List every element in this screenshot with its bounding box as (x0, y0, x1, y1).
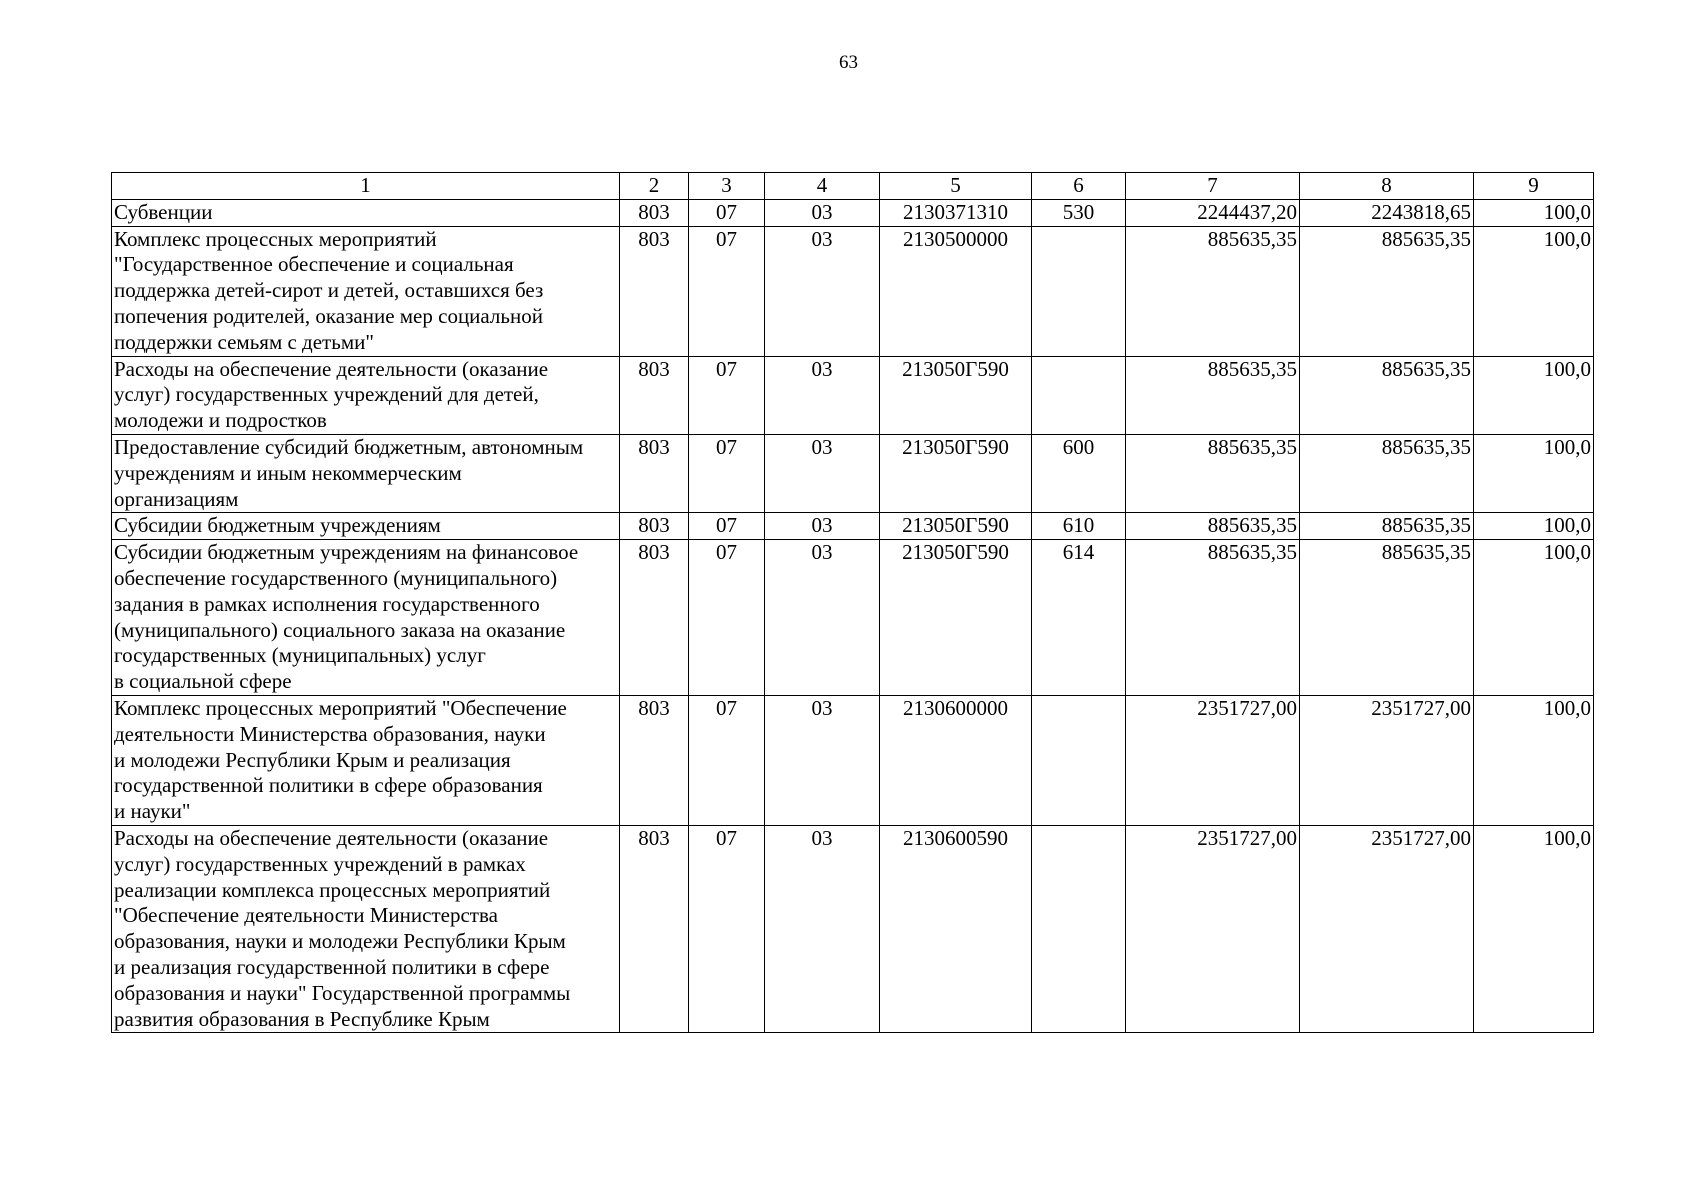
subsection-code: 03 (765, 226, 880, 356)
target-article-code: 2130500000 (880, 226, 1032, 356)
table-row (112, 825, 1594, 1032)
section-code: 07 (689, 695, 765, 825)
grbs-code: 803 (620, 434, 689, 512)
row-description: Комплекс процессных мероприятий "Обеспечение деятельности Министерства образования, науки и молодежи Республики Крым и реализация государственной политики в сфере образования и науки" (112, 695, 620, 825)
row-description: Субсидии бюджетным учреждениям (112, 513, 620, 540)
row-description: Субсидии бюджетным учреждениям на финансовое обеспечение государственного (муниципального) задания в рамках исполнения государственного (муниципального) социального заказа на оказание государственных (муниципальных) услуг в социальной сфере (112, 540, 620, 696)
grbs-code: 803 (620, 226, 689, 356)
grbs-code: 803 (620, 513, 689, 540)
table-row (112, 356, 1594, 434)
column-header: 7 (1126, 173, 1300, 200)
column-header: 5 (880, 173, 1032, 200)
expense-type-code (1032, 226, 1126, 356)
column-header: 4 (765, 173, 880, 200)
execution-percent: 100,0 (1474, 199, 1594, 226)
subsection-code: 03 (765, 434, 880, 512)
table-row (112, 199, 1594, 226)
section-code: 07 (689, 356, 765, 434)
grbs-code: 803 (620, 199, 689, 226)
planned-amount: 885635,35 (1126, 434, 1300, 512)
executed-amount: 2351727,00 (1300, 695, 1474, 825)
table-row (112, 513, 1594, 540)
execution-percent: 100,0 (1474, 356, 1594, 434)
page-number: 63 (839, 52, 858, 73)
subsection-code: 03 (765, 356, 880, 434)
expense-type-code: 610 (1032, 513, 1126, 540)
column-header: 9 (1474, 173, 1594, 200)
section-code: 07 (689, 540, 765, 696)
budget-table (111, 172, 1594, 1033)
executed-amount: 2243818,65 (1300, 199, 1474, 226)
grbs-code: 803 (620, 695, 689, 825)
executed-amount: 885635,35 (1300, 540, 1474, 696)
row-description: Расходы на обеспечение деятельности (оказание услуг) государственных учреждений в рамках реализации комплекса процессных мероприятий "Обеспечение деятельности Министерства образования, науки и молодежи Республики Крым и реализация государственной политики в сфере образования и науки" Государственной программы развития образования в Республике Крым (112, 825, 620, 1032)
expense-type-code: 600 (1032, 434, 1126, 512)
section-code: 07 (689, 199, 765, 226)
target-article-code: 2130371310 (880, 199, 1032, 226)
table-row (112, 226, 1594, 356)
executed-amount: 885635,35 (1300, 226, 1474, 356)
column-number-row (112, 173, 1594, 200)
target-article-code: 213050Г590 (880, 540, 1032, 696)
table-row (112, 540, 1594, 696)
subsection-code: 03 (765, 825, 880, 1032)
executed-amount: 885635,35 (1300, 513, 1474, 540)
executed-amount: 2351727,00 (1300, 825, 1474, 1032)
planned-amount: 885635,35 (1126, 356, 1300, 434)
row-description: Субвенции (112, 199, 620, 226)
execution-percent: 100,0 (1474, 434, 1594, 512)
subsection-code: 03 (765, 199, 880, 226)
target-article-code: 2130600000 (880, 695, 1032, 825)
expense-type-code: 614 (1032, 540, 1126, 696)
expense-type-code: 530 (1032, 199, 1126, 226)
executed-amount: 885635,35 (1300, 434, 1474, 512)
planned-amount: 2351727,00 (1126, 695, 1300, 825)
planned-amount: 885635,35 (1126, 540, 1300, 696)
target-article-code: 213050Г590 (880, 356, 1032, 434)
grbs-code: 803 (620, 825, 689, 1032)
execution-percent: 100,0 (1474, 540, 1594, 696)
column-header: 3 (689, 173, 765, 200)
column-header: 6 (1032, 173, 1126, 200)
planned-amount: 885635,35 (1126, 513, 1300, 540)
column-header: 8 (1300, 173, 1474, 200)
row-description: Расходы на обеспечение деятельности (оказание услуг) государственных учреждений для детей, молодежи и подростков (112, 356, 620, 434)
section-code: 07 (689, 434, 765, 512)
table-row (112, 695, 1594, 825)
table-row (112, 434, 1594, 512)
target-article-code: 213050Г590 (880, 434, 1032, 512)
expense-type-code (1032, 356, 1126, 434)
subsection-code: 03 (765, 695, 880, 825)
target-article-code: 213050Г590 (880, 513, 1032, 540)
column-header: 2 (620, 173, 689, 200)
target-article-code: 2130600590 (880, 825, 1032, 1032)
planned-amount: 2244437,20 (1126, 199, 1300, 226)
execution-percent: 100,0 (1474, 825, 1594, 1032)
row-description: Предоставление субсидий бюджетным, автономным учреждениям и иным некоммерческим организациям (112, 434, 620, 512)
execution-percent: 100,0 (1474, 226, 1594, 356)
executed-amount: 885635,35 (1300, 356, 1474, 434)
planned-amount: 885635,35 (1126, 226, 1300, 356)
execution-percent: 100,0 (1474, 513, 1594, 540)
section-code: 07 (689, 513, 765, 540)
grbs-code: 803 (620, 540, 689, 696)
section-code: 07 (689, 825, 765, 1032)
row-description: Комплекс процессных мероприятий "Государственное обеспечение и социальная поддержка детей-сирот и детей, оставшихся без попечения родителей, оказание мер социальной поддержки семьям с детьми" (112, 226, 620, 356)
planned-amount: 2351727,00 (1126, 825, 1300, 1032)
expense-type-code (1032, 695, 1126, 825)
subsection-code: 03 (765, 540, 880, 696)
subsection-code: 03 (765, 513, 880, 540)
column-header: 1 (112, 173, 620, 200)
expense-type-code (1032, 825, 1126, 1032)
grbs-code: 803 (620, 356, 689, 434)
section-code: 07 (689, 226, 765, 356)
execution-percent: 100,0 (1474, 695, 1594, 825)
